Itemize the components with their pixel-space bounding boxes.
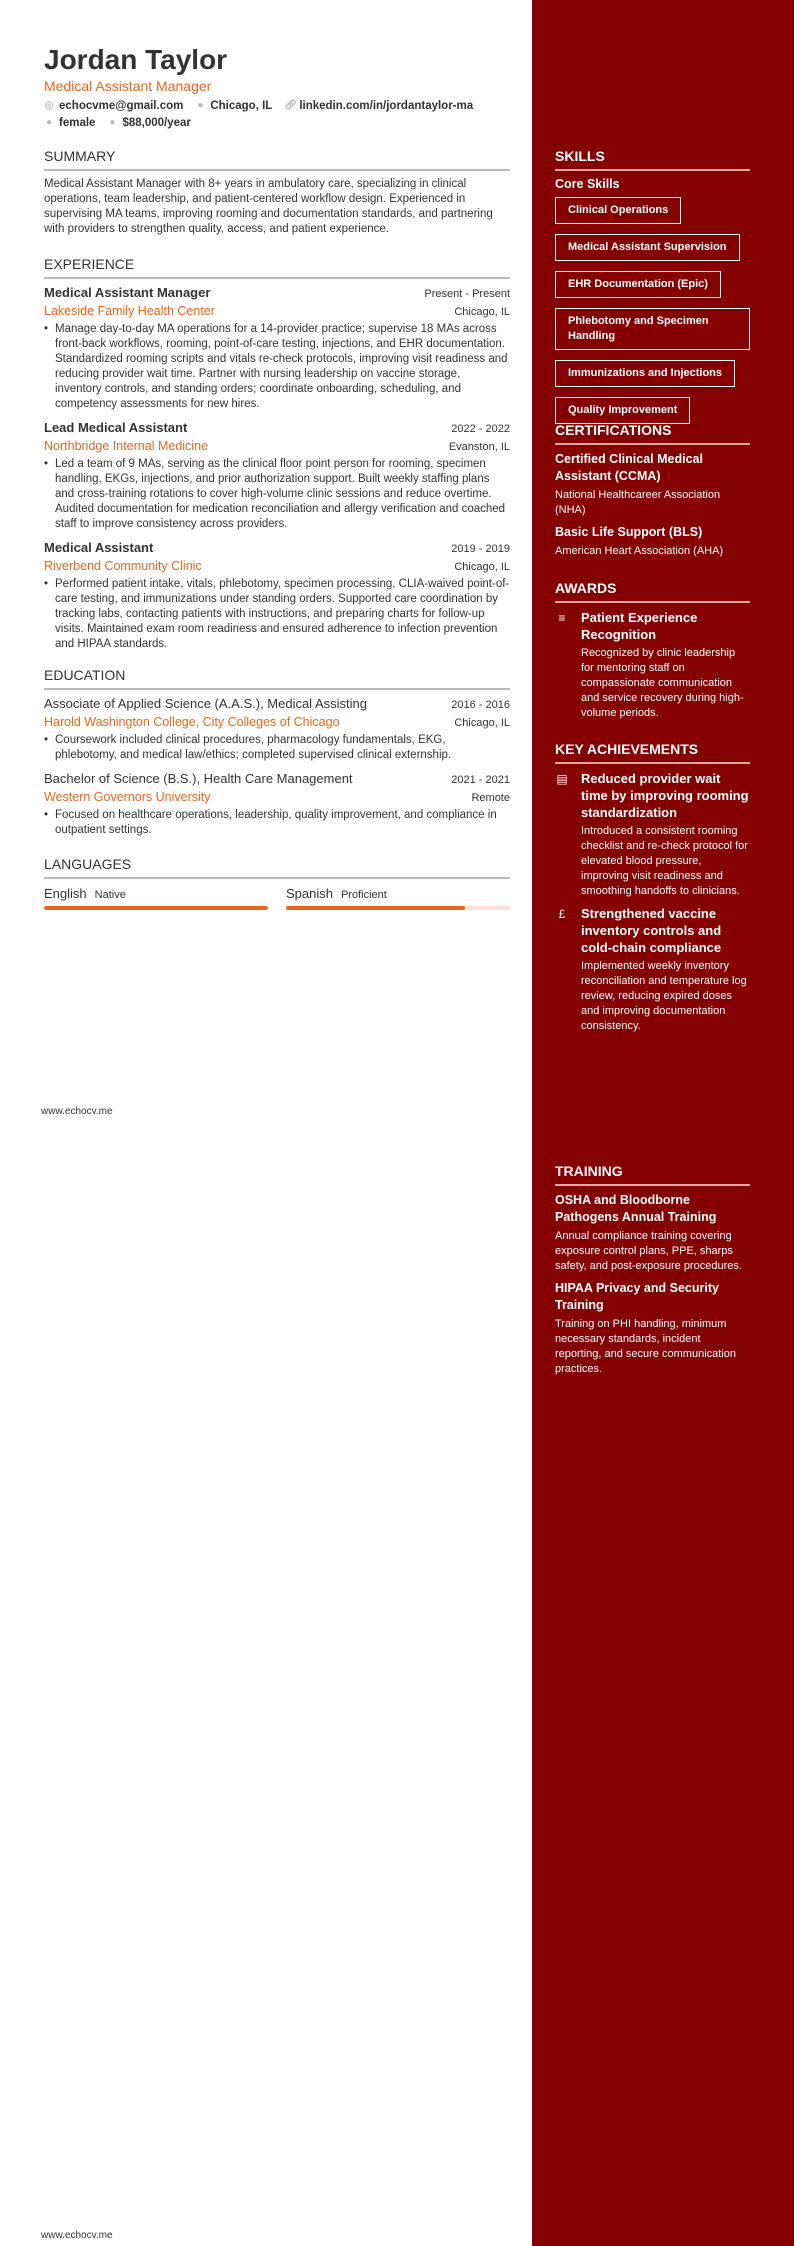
pound-coin-icon: £ bbox=[558, 907, 566, 921]
language-bar bbox=[286, 906, 510, 910]
skill-chip: Quality Improvement bbox=[555, 397, 690, 424]
list-icon: ≡ bbox=[558, 611, 566, 625]
skill-chip: Medical Assistant Supervision bbox=[555, 234, 740, 261]
edu-bullet: Focused on healthcare operations, leadership, quality improvement, and compliance in outpatient settings. bbox=[55, 809, 497, 836]
achievements-section bbox=[555, 741, 750, 1040]
training-section bbox=[555, 1163, 750, 1383]
skill-chip: Immunizations and Injections bbox=[555, 360, 735, 387]
summary-section bbox=[44, 148, 510, 237]
achievement-item bbox=[555, 905, 750, 1034]
experience-section bbox=[44, 256, 510, 660]
job-location: Chicago, IL bbox=[454, 561, 510, 573]
job-title: Medical Assistant bbox=[44, 540, 154, 555]
contact-row-2 bbox=[44, 117, 191, 129]
section-heading: LANGUAGES bbox=[44, 856, 510, 879]
language-name: English bbox=[44, 886, 87, 901]
salary: $88,000/year bbox=[122, 117, 191, 129]
edu-dates: 2016 - 2016 bbox=[451, 699, 510, 711]
section-heading: AWARDS bbox=[555, 580, 750, 603]
person-icon: ● bbox=[45, 117, 53, 128]
edu-location: Remote bbox=[471, 792, 510, 804]
cert-issuer: National Healthcareer Association (NHA) bbox=[555, 489, 721, 516]
contact-row bbox=[44, 100, 473, 112]
training-name: OSHA and Bloodborne Pathogens Annual Training bbox=[555, 1193, 717, 1224]
job-dates: 2022 - 2022 bbox=[451, 423, 510, 435]
email-icon: ◎ bbox=[44, 100, 54, 111]
language-bar-fill bbox=[44, 906, 268, 910]
school: Harold Washington College, City Colleges of Chicago bbox=[44, 715, 340, 729]
skill-chip: Phlebotomy and Specimen Handling bbox=[555, 308, 750, 350]
company: Northbridge Internal Medicine bbox=[44, 439, 208, 453]
gender: female bbox=[59, 117, 96, 129]
job-dates: Present - Present bbox=[424, 288, 510, 300]
section-heading: SUMMARY bbox=[44, 148, 510, 171]
candidate-title: Medical Assistant Manager bbox=[44, 78, 212, 94]
language-level: Proficient bbox=[340, 889, 387, 901]
bullet-icon: • bbox=[44, 323, 49, 335]
money-icon: ● bbox=[109, 117, 116, 128]
location: Chicago, IL bbox=[210, 100, 273, 112]
job-title: Lead Medical Assistant bbox=[44, 420, 188, 435]
cert-name: Basic Life Support (BLS) bbox=[555, 525, 703, 539]
edu-dates: 2021 - 2021 bbox=[451, 774, 510, 786]
location-pin-icon: ● bbox=[197, 100, 204, 111]
section-heading: EXPERIENCE bbox=[44, 256, 510, 279]
award-desc: Recognized by clinic leadership for mentoring staff on compassionate communication and service recovery during high-volume periods. bbox=[581, 647, 744, 719]
training-name: HIPAA Privacy and Security Training bbox=[555, 1281, 719, 1312]
summary-text: Medical Assistant Manager with 8+ years in ambulatory care, specializing in clinical operations, team leadership, and patient-centered workflow design. Experienced in supervising MA teams, improving rooming and documentation standards, and partnering with providers to strengthen quality, access, and patient experience. bbox=[44, 178, 493, 235]
job-location: Chicago, IL bbox=[454, 306, 510, 318]
job-entry bbox=[44, 285, 510, 412]
skill-chip: EHR Documentation (Epic) bbox=[555, 271, 721, 298]
section-heading: EDUCATION bbox=[44, 667, 510, 690]
link-icon: 🔗︎ bbox=[284, 100, 298, 111]
bullet-icon: • bbox=[44, 578, 49, 590]
job-bullet: Manage day-to-day MA operations for a 14-provider practice; supervise 18 MAs across front-back workflows, rooming, point-of-care testing, injections, and EHR documentation. Standardized rooming scripts and vitals re-check protocols, improving visit readiness and reducing provider wait time. Partner with nursing leadership on vaccine storage, inventory controls, and standing orders; coordinate onboarding, scheduling, and competency assessments for new hires. bbox=[55, 323, 508, 410]
school: Western Governors University bbox=[44, 790, 211, 804]
degree: Bachelor of Science (B.S.), Health Care Management bbox=[44, 771, 353, 786]
achievement-title: Strengthened vaccine inventory controls and cold-chain compliance bbox=[581, 906, 722, 955]
edu-bullet: Coursework included clinical procedures, pharmacology fundamentals, EKG, phlebotomy, and medical law/ethics; completed supervised clinical externship. bbox=[55, 734, 452, 761]
edu-location: Chicago, IL bbox=[454, 717, 510, 729]
email[interactable]: echocvme@gmail.com bbox=[59, 100, 184, 112]
skills-group: Core Skills bbox=[555, 177, 620, 191]
job-bullet: Performed patient intake, vitals, phlebotomy, specimen processing, CLIA-waived point-of-care testing, and immunizations under standing orders. Supported care coordination by tracking labs, contacting patients with instructions, and preparing charts for follow-up visits. Maintained exam room readiness and ensured adherence to infection prevention and HIPAA standards. bbox=[55, 578, 510, 650]
calendar-icon: ▤ bbox=[556, 772, 568, 786]
company: Lakeside Family Health Center bbox=[44, 304, 215, 318]
language-item bbox=[44, 885, 268, 910]
cert-name: Certified Clinical Medical Assistant (CCMA) bbox=[555, 452, 703, 483]
job-entry bbox=[44, 540, 510, 652]
footer-link[interactable]: www.echocv.me bbox=[41, 1106, 113, 1117]
section-heading: CERTIFICATIONS bbox=[555, 422, 750, 445]
training-desc: Annual compliance training covering exposure control plans, PPE, sharps safety, and post-exposure procedures. bbox=[555, 1230, 742, 1272]
linkedin-link[interactable]: linkedin.com/in/jordantaylor-ma bbox=[299, 100, 474, 112]
education-entry bbox=[44, 771, 510, 838]
footer-link[interactable]: www.echocv.me bbox=[41, 2230, 113, 2241]
achievement-item bbox=[555, 770, 750, 899]
bullet-icon: • bbox=[44, 458, 49, 470]
section-heading: TRAINING bbox=[555, 1163, 750, 1186]
award-item bbox=[555, 609, 750, 721]
job-entry bbox=[44, 420, 510, 532]
candidate-name: Jordan Taylor bbox=[44, 44, 228, 75]
degree: Associate of Applied Science (A.A.S.), Medical Assisting bbox=[44, 696, 367, 711]
language-bar bbox=[44, 906, 268, 910]
education-entry bbox=[44, 696, 510, 763]
education-section bbox=[44, 667, 510, 846]
section-heading: SKILLS bbox=[555, 148, 750, 171]
achievement-desc: Introduced a consistent rooming checklist and re-check protocol for elevated blood pressure, improving visit readiness and smoothing handoffs to clinicians. bbox=[581, 825, 748, 897]
achievement-title: Reduced provider wait time by improving rooming standardization bbox=[581, 771, 749, 820]
job-title: Medical Assistant Manager bbox=[44, 285, 211, 300]
certifications-section bbox=[555, 422, 750, 565]
languages-section bbox=[44, 856, 510, 910]
awards-section bbox=[555, 580, 750, 727]
job-bullet: Led a team of 9 MAs, serving as the clinical floor point person for rooming, specimen handling, EKGs, injections, and prior authorization support. Built weekly staffing plans and cross-training rotations to cover high-volume clinic sessions and reduce overtime. Audited documentation for medication reconciliation and allergy verification and coached staff to improve consistency across providers. bbox=[55, 458, 506, 530]
achievement-desc: Implemented weekly inventory reconciliation and temperature log review, reducing expired doses and improving documentation consistency. bbox=[581, 960, 747, 1032]
award-title: Patient Experience Recognition bbox=[581, 610, 698, 642]
language-level: Native bbox=[94, 889, 126, 901]
job-location: Evanston, IL bbox=[448, 441, 510, 453]
language-item bbox=[286, 885, 510, 910]
job-dates: 2019 - 2019 bbox=[451, 543, 510, 555]
skills-section bbox=[555, 148, 750, 434]
skill-chip: Clinical Operations bbox=[555, 197, 681, 224]
cert-issuer: American Heart Association (AHA) bbox=[555, 545, 724, 557]
language-bar-fill bbox=[286, 906, 465, 910]
company: Riverbend Community Clinic bbox=[44, 559, 202, 573]
bullet-icon: • bbox=[44, 734, 49, 746]
language-name: Spanish bbox=[286, 886, 333, 901]
bullet-icon: • bbox=[44, 809, 49, 821]
training-desc: Training on PHI handling, minimum necessary standards, incident reporting, and secure communication practices. bbox=[555, 1318, 736, 1375]
section-heading: KEY ACHIEVEMENTS bbox=[555, 741, 750, 764]
